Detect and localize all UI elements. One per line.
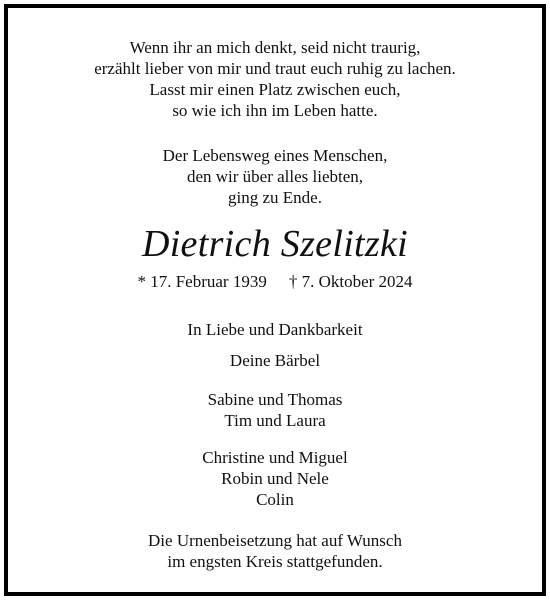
poem-line-3: Lasst mir einen Platz zwischen euch, (149, 80, 401, 99)
life-dates (8, 272, 542, 292)
mourner-line: Tim und Laura (224, 411, 326, 430)
mourner-line: Robin und Nele (221, 469, 329, 488)
poem-line-1: Wenn ihr an mich denkt, seid nicht traurig, (129, 38, 421, 57)
mourner-line: Colin (256, 490, 294, 509)
closing-line-1: Die Urnenbeisetzung hat auf Wunsch (148, 531, 402, 550)
poem-line-4: so wie ich ihn im Leben hatte. (172, 101, 378, 120)
mourners-intro: In Liebe und Dankbarkeit (187, 320, 363, 339)
mourner-line: Sabine und Thomas (207, 390, 343, 409)
mourner-line: Deine Bärbel (229, 351, 321, 370)
verse-line-2: den wir über alles liebten, (186, 167, 364, 186)
deceased-name: Dietrich Szelitzki (141, 223, 409, 265)
obituary-content (8, 8, 542, 592)
birth-date: * 17. Februar 1939 (137, 272, 267, 291)
poem-line-2: erzählt lieber von mir und traut euch ruhig zu lachen. (94, 59, 456, 78)
verse-line-1: Der Lebensweg eines Menschen, (162, 146, 388, 165)
obituary-frame (4, 4, 546, 596)
death-date: † 7. Oktober 2024 (288, 272, 413, 291)
closing-line-2: im engsten Kreis stattgefunden. (167, 552, 383, 571)
mourner-line: Christine und Miguel (202, 448, 348, 467)
verse-line-3: ging zu Ende. (228, 188, 322, 207)
